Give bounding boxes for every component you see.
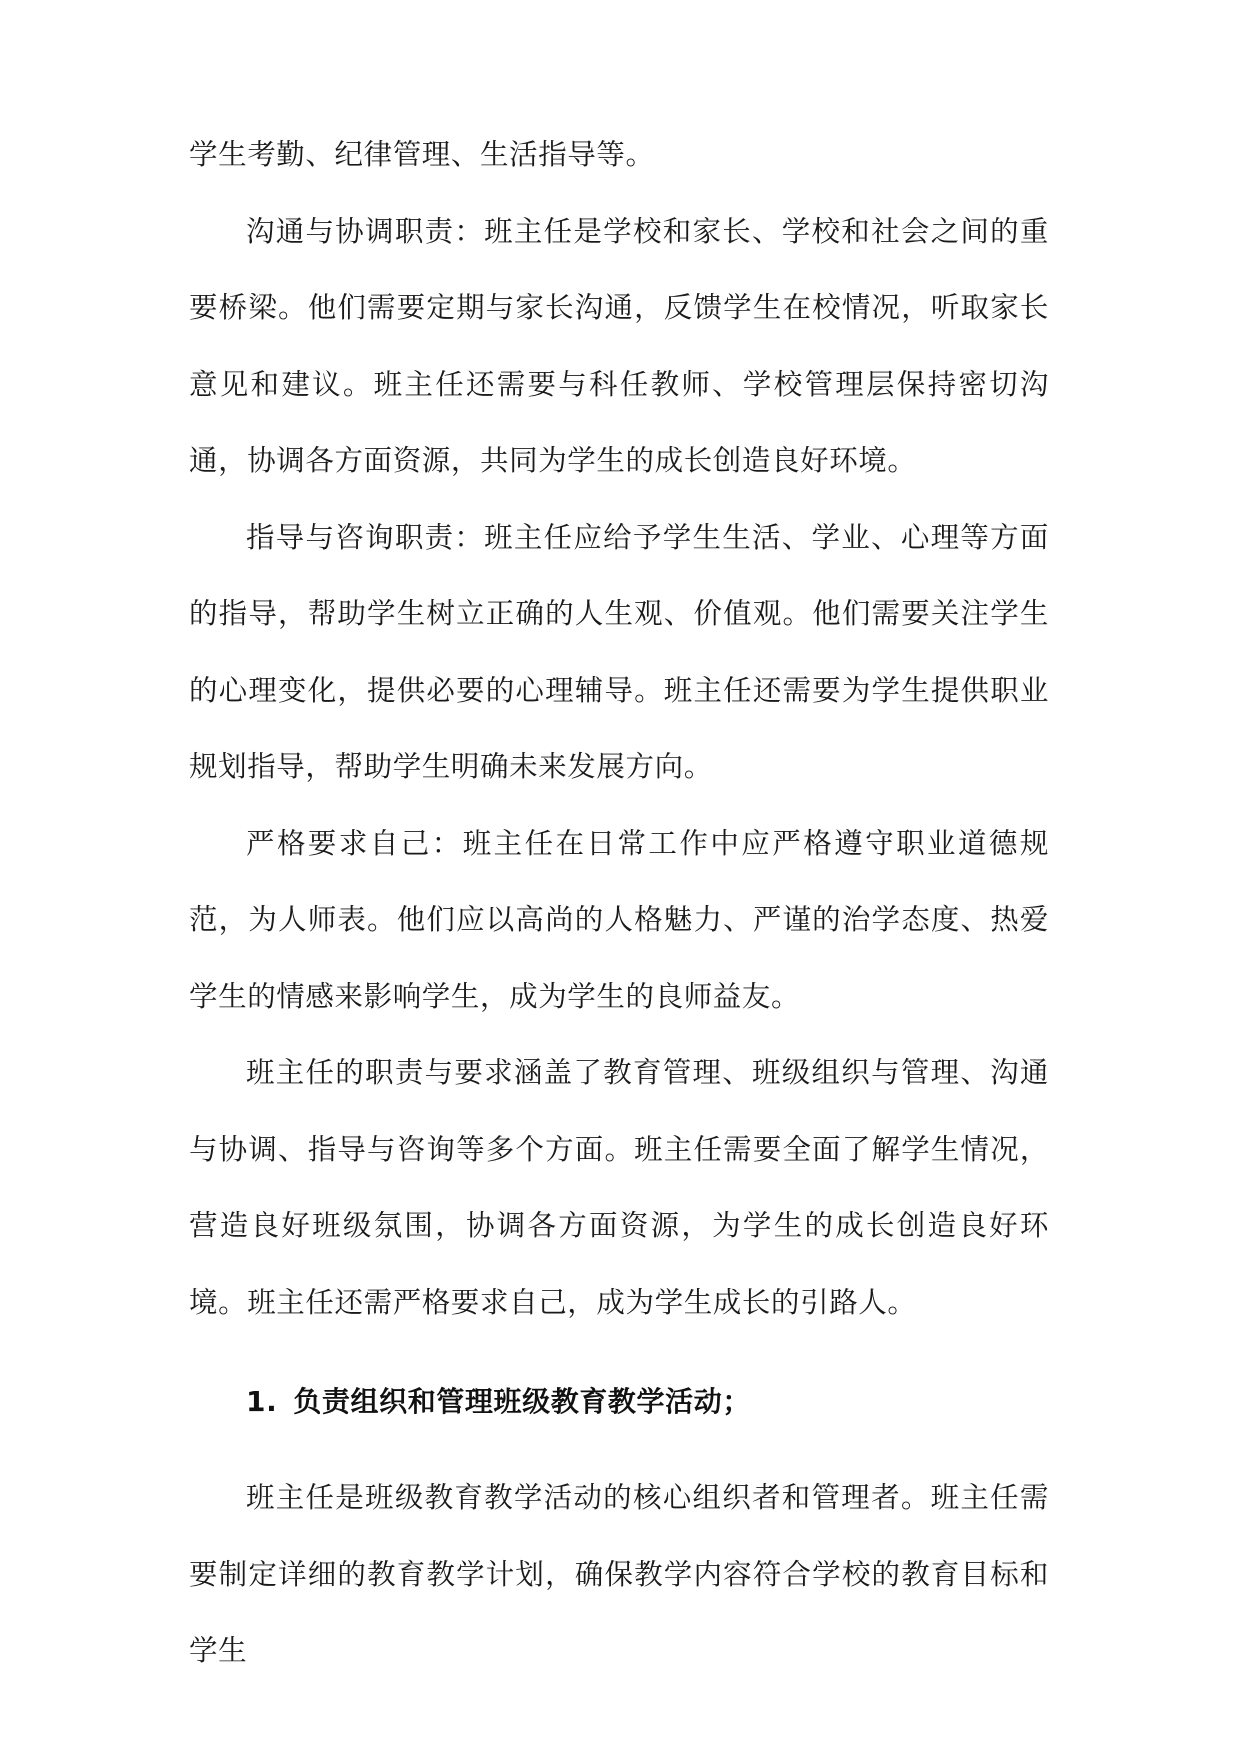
section-heading-number: 1.: [246, 1385, 278, 1418]
paragraph-guidance-duties: 指导与咨询职责：班主任应给予学生生活、学业、心理等方面的指导，帮助学生树立正确的人生观、价值观。他们需要关注学生的心理变化，提供必要的心理辅导。班主任还需要为学生提供职业规划指导，帮助学生明确未来发展方向。: [189, 520, 1049, 783]
paragraph-class-activities: 班主任是班级教育教学活动的核心组织者和管理者。班主任需要制定详细的教育教学计划，确保教学内容符合学校的教育目标和学生: [189, 1481, 1049, 1667]
paragraph-continuation: 学生考勤、纪律管理、生活指导等。: [189, 138, 655, 171]
body-text-top: [189, 117, 1049, 1341]
section-heading-text: 负责组织和管理班级教育教学活动；: [293, 1385, 751, 1418]
paragraph-communication-duties: 沟通与协调职责：班主任是学校和家长、学校和社会之间的重要桥梁。他们需要定期与家长沟通，反馈学生在校情况，听取家长意见和建议。班主任还需要与科任教师、学校管理层保持密切沟通，协调各方面资源，共同为学生的成长创造良好环境。: [189, 214, 1049, 477]
paragraph-self-discipline: 严格要求自己：班主任在日常工作中应严格遵守职业道德规范，为人师表。他们应以高尚的人格魅力、严谨的治学态度、热爱学生的情感来影响学生，成为学生的良师益友。: [189, 826, 1049, 1013]
paragraph-summary: 班主任的职责与要求涵盖了教育管理、班级组织与管理、沟通与协调、指导与咨询等多个方面。班主任需要全面了解学生情况，营造良好班级氛围，协调各方面资源，为学生的成长创造良好环境。班主任还需严格要求自己，成为学生成长的引路人。: [189, 1056, 1049, 1319]
section-heading: [246, 1382, 751, 1422]
body-text-bottom: [189, 1460, 1049, 1690]
